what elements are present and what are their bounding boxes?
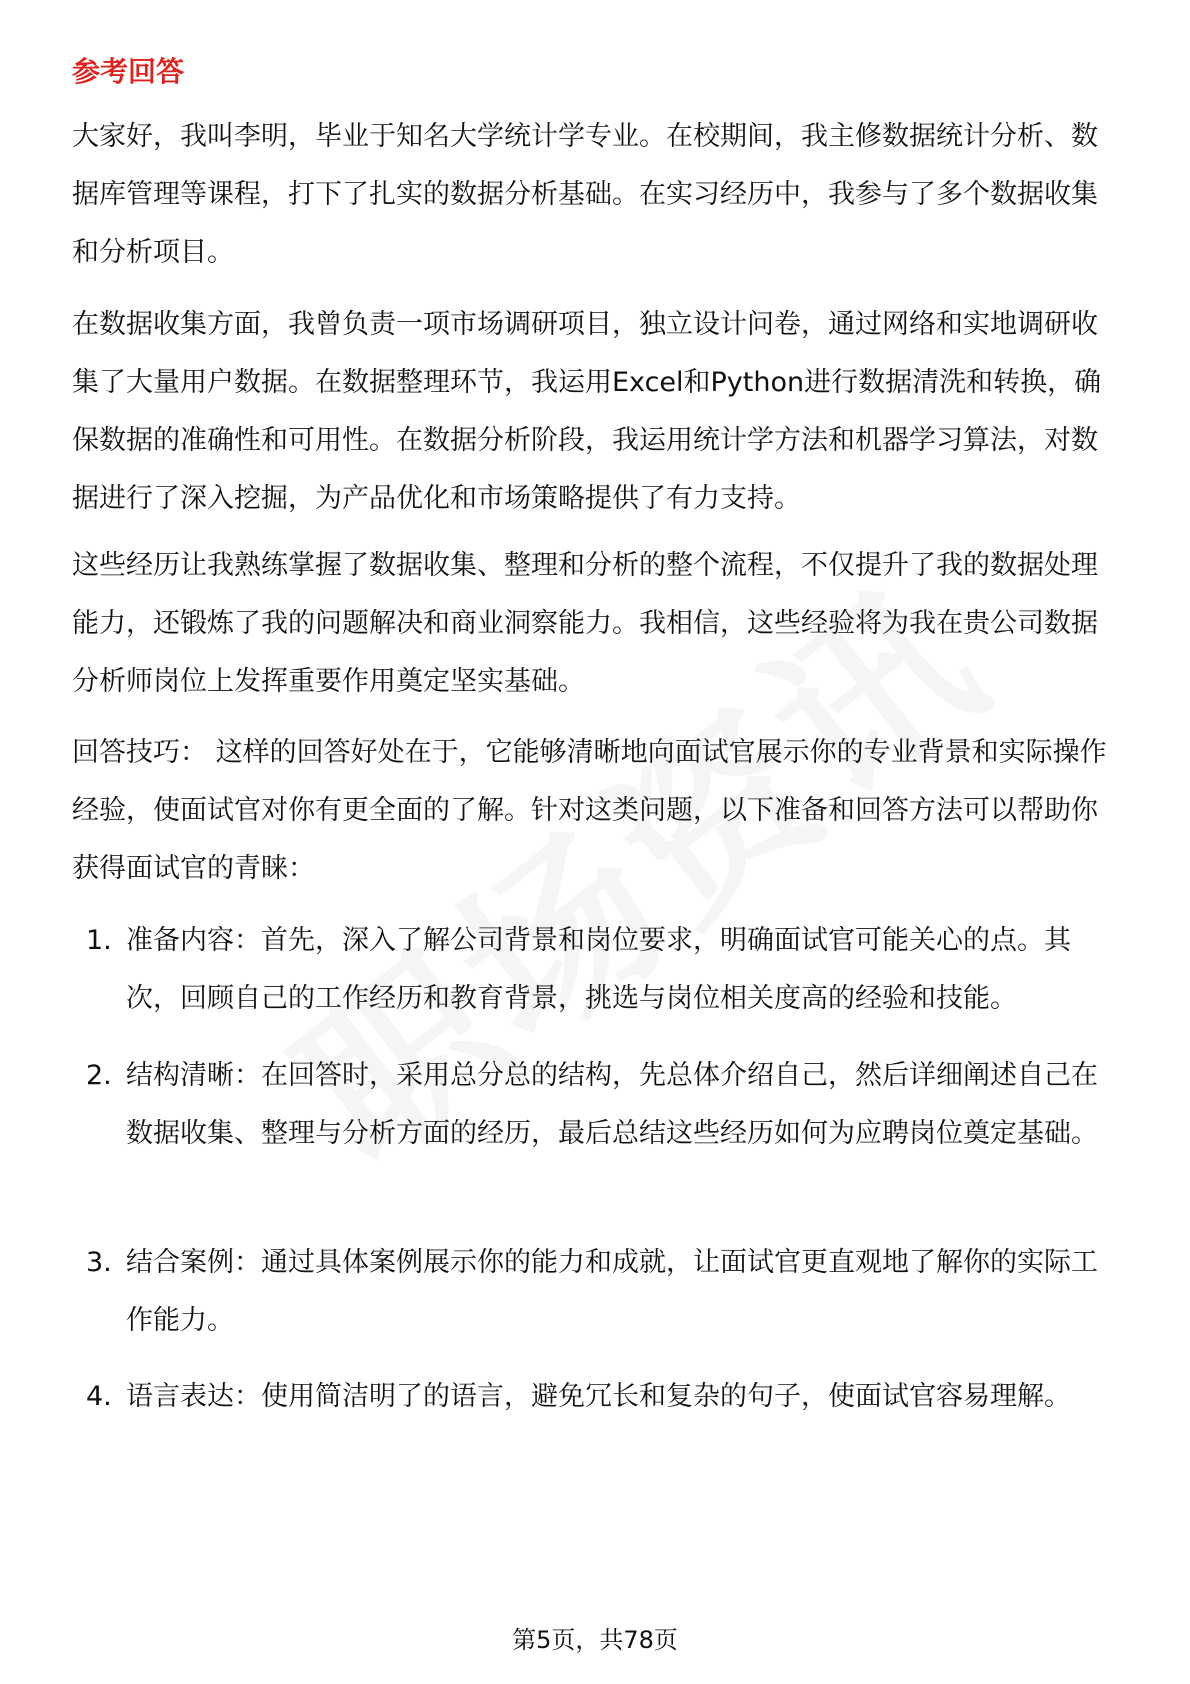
list-item-text: 结构清晰：在回答时，采用总分总的结构，先总体介绍自己，然后详细阐述自己在数据收集、整理与分析方面的经历，最后总结这些经历如何为应聘岗位奠定基础。 xyxy=(126,1060,1098,1149)
list-item-number: 1. xyxy=(86,925,112,956)
list-item xyxy=(72,1047,1120,1222)
paragraph-tips: 回答技巧： 这样的回答好处在于，它能够清晰地向面试官展示你的专业背景和实际操作经验，使面试官对你有更全面的了解。针对这类问题，以下准备和回答方法可以帮助你获得面试官的青睐： xyxy=(72,737,1107,884)
list-item-text: 准备内容：首先，深入了解公司背景和岗位要求，明确面试官可能关心的点。其次，回顾自己的工作经历和教育背景，挑选与岗位相关度高的经验和技能。 xyxy=(126,925,1071,1014)
page-number: 第5页，共78页 xyxy=(512,1626,678,1654)
list-item xyxy=(72,1234,1120,1354)
section-heading: 参考回答 xyxy=(72,55,185,88)
list-item xyxy=(72,1368,1120,1488)
paragraph-intro: 大家好，我叫李明，毕业于知名大学统计学专业。在校期间，我主修数据统计分析、数据库管理等课程，打下了扎实的数据分析基础。在实习经历中，我参与了多个数据收集和分析项目。 xyxy=(72,121,1098,268)
list-item xyxy=(72,912,1120,1032)
list-item-text: 结合案例：通过具体案例展示你的能力和成就，让面试官更直观地了解你的实际工作能力。 xyxy=(126,1247,1098,1336)
paragraph-summary: 这些经历让我熟练掌握了数据收集、整理和分析的整个流程，不仅提升了我的数据处理能力，还锻炼了我的问题解决和商业洞察能力。我相信，这些经验将为我在贵公司数据分析师岗位上发挥重要作用奠定坚实基础。 xyxy=(72,550,1098,697)
list-item-number: 2. xyxy=(86,1060,112,1091)
paragraph-experience: 在数据收集方面，我曾负责一项市场调研项目，独立设计问卷，通过网络和实地调研收集了大量用户数据。在数据整理环节，我运用Excel和Python进行数据清洗和转换，确保数据的准确性和可用性。在数据分析阶段，我运用统计学方法和机器学习算法，对数据进行了深入挖掘，为产品优化和市场策略提供了有力支持。 xyxy=(72,309,1102,514)
list-item-text: 语言表达：使用简洁明了的语言，避免冗长和复杂的句子，使面试官容易理解。 xyxy=(126,1381,1071,1412)
list-item-number: 4. xyxy=(86,1381,112,1412)
list-item-number: 3. xyxy=(86,1247,112,1278)
